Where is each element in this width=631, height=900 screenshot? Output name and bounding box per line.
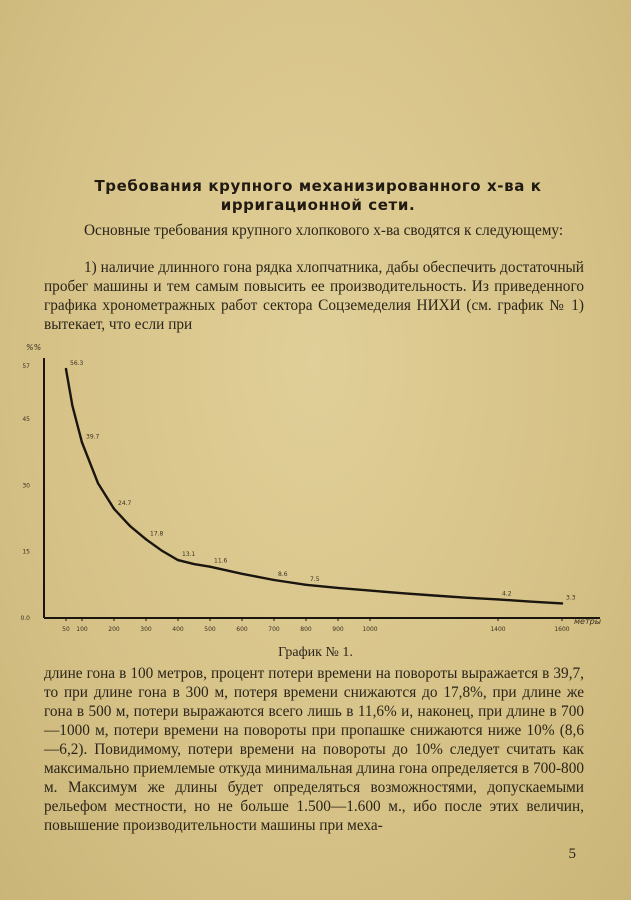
x-tick-label: 800: [300, 626, 312, 633]
chart-axes: [44, 358, 600, 618]
data-point-label: 39.7: [86, 433, 100, 441]
y-tick-label: 0.0: [20, 615, 30, 622]
x-axis-unit: метры: [574, 617, 602, 626]
data-point: [209, 566, 211, 568]
x-tick-label: 700: [268, 626, 280, 633]
data-point-label: 17.8: [150, 530, 164, 538]
data-point: [145, 538, 147, 540]
data-point-label: 24.7: [118, 499, 132, 507]
data-point: [305, 584, 307, 586]
paragraph-intro: [44, 221, 584, 240]
data-point: [81, 441, 83, 443]
chart-caption: График № 1.: [278, 645, 353, 660]
chart-svg: [0, 338, 631, 640]
paragraph-intro-text: Основные требования крупного хлопкового х-ва сводятся к следующему:: [84, 222, 564, 239]
data-point-labels: [65, 360, 576, 605]
paragraph-item-1: [44, 258, 584, 334]
data-point-label: 4.2: [502, 590, 512, 598]
x-tick-label: 1600: [554, 626, 570, 633]
y-axis-ticks: [20, 363, 30, 622]
data-point: [497, 598, 499, 600]
x-tick-label: 200: [108, 626, 120, 633]
y-tick-label: 15: [22, 548, 30, 556]
x-tick-label: 1000: [362, 626, 378, 633]
data-point-label: 13.1: [182, 551, 196, 559]
x-tick-label: 50: [62, 626, 70, 633]
x-tick-label: 100: [76, 626, 88, 633]
data-point-label: 8.6: [278, 570, 288, 578]
data-point-label: 3.3: [566, 594, 576, 602]
y-tick-label: 57: [22, 363, 30, 370]
data-point-label: 11.6: [214, 557, 228, 565]
data-point: [561, 602, 563, 604]
data-point-label: 7.5: [310, 575, 320, 583]
chart-1: [0, 338, 631, 640]
paragraph-after-chart: длине гона в 100 метров, процент потери времени на повороты выражается в 39,7, то при длине гона в 300 м, потеря времени снижаются до 17,8%, при длине же гона в 500 м, потери выражаются всего лишь в 11,6% и, наконец, при длине в 700—1000 м, потери времени на повороты при пропашке снижаются ниже 10% (8,6—6,2). Повидимому, потери времени на повороты до 10% следует считать как максимально приемлемые откуда минимальная длина гона определяется в 700-800 м. Максимум же длины будет определяться возможностями, допускаемыми рельефом местности, но не больше 1.500—1.600 м., ибо после этих величин, повышение производительности машины при меха-: [44, 665, 584, 834]
paragraph-item-1-text: 1) наличие длинного гона рядка хлопчатника, дабы обеспечить достаточный пробег машины и тем самым повысить ее производительность. Из приведенного графика хронометражных работ сектора Соцземеделия НИХИ (см. график № 1) вытекает, что если при: [44, 259, 584, 333]
x-tick-label: 600: [236, 626, 248, 633]
data-point: [113, 508, 115, 510]
x-tick-label: 400: [172, 626, 184, 633]
page-number: 5: [568, 846, 576, 862]
data-point: [65, 368, 67, 370]
data-curve: [66, 369, 562, 603]
data-point-label: 56.3: [70, 360, 84, 368]
section-heading: Требования крупного механизированного х-ва к ирригационной сети.: [94, 177, 542, 214]
x-tick-label: 300: [140, 626, 152, 633]
x-tick-label: 1400: [490, 626, 506, 633]
y-tick-label: 45: [22, 416, 30, 424]
data-point: [273, 579, 275, 581]
x-axis-ticks: [62, 618, 570, 633]
y-axis-unit: %%: [26, 343, 42, 352]
data-point: [177, 559, 179, 561]
x-tick-label: 900: [332, 626, 344, 633]
x-tick-label: 500: [204, 626, 216, 633]
y-tick-label: 30: [22, 482, 30, 490]
